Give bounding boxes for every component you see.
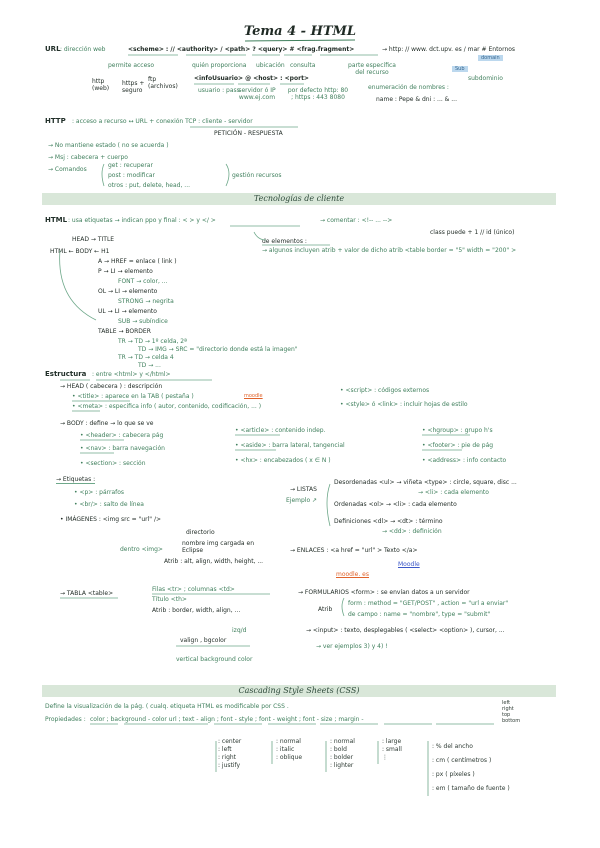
css-props-label: Propiedades : [45,716,86,723]
url-part-query: consulta [290,62,316,69]
tabla-titulo: Título <th> [152,596,187,603]
etq-br: • <br/> : salto de línea [74,501,144,508]
margin-em: : em ( tamaño de fuente ) [432,785,510,792]
tree-body: HTML ← BODY ← H1 [50,248,110,255]
align-right: : right [218,754,237,761]
body-address: • <address> : info contacto [422,457,507,464]
align-justify: : justify [218,762,241,769]
list-dl: Definiciones <dl> → <dt> : término [334,518,443,525]
url-part-provider: quién proporciona [192,62,247,69]
url-part-location: ubicación [256,62,285,69]
tabla-filas: Filas <tr> ; columnas <td> [152,586,235,593]
tabla-atrib: Atrib : border, width, align, ... [152,607,241,614]
head-style: • <style> ó <link> : incluir hojas de estilo [340,401,468,408]
head-title: • <title> : aparece en la TAB ( pestaña ) [72,393,194,400]
domain-box: domain [478,55,503,61]
form-atrib: Atrib [318,606,333,613]
body-header: • <header> : cabecera pág [80,432,164,439]
body-article: • <article> : contenido indep. [235,427,326,434]
margin-right: right [502,706,514,712]
margin-px: : px ( píxeles ) [432,771,475,778]
moodle-tag-1: moodle [244,393,263,399]
page-title: Tema 4 - HTML [243,24,357,39]
http-label: HTTP [45,117,66,125]
body-footer: • <footer> : pie de pág [422,442,494,449]
style-oblique: : oblique [276,754,303,761]
body-section: • <section> : sección [80,460,146,467]
img-dentro: dentro <img> [120,546,163,553]
size-small: : small [382,746,402,753]
size-more: ⋮ [382,754,388,761]
tree-tr1: TR → TD → 1º celda, 2ª [118,338,187,345]
html-attr-note: → algunos incluyen atrib + valor de dicho atrib <table border = "5" width = "200" > [262,247,517,254]
proto-https: https + seguro [122,80,145,94]
align-center: : center [218,738,242,745]
body-hgroup: • <hgroup> : grupo h's [422,427,493,434]
tree-td: TD → ... [138,362,161,369]
listas-label: → LISTAS [290,486,317,493]
proto-http: http (web) [92,78,110,92]
list-dd: → <dd> : definición [382,528,442,535]
html-label: HTML [45,216,68,224]
head-script: • <script> : códigos externos [340,387,430,394]
tree-a: A → HREF = enlace ( link ) [98,258,177,265]
cmd-note: gestión recursos [232,172,282,179]
weight-normal: : normal [330,738,355,745]
proto-ftp: ftp (archivos) [148,76,178,90]
authority-host: servidor ó IP www.ej.com [238,87,276,101]
head-meta: • <meta> : especifica info ( autor, contenido, codificación, ... ) [72,403,262,410]
body-hx: • <hx> : encabezados ( x ∈ N ) [235,457,331,464]
tabla-vertical: vertical background color [176,656,253,663]
margin-percent: : % del ancho [432,743,473,750]
body-nav: • <nav> : barra navegación [80,445,165,452]
weight-lighter: : lighter [330,762,354,769]
moodle-es-link[interactable]: moodle. es [336,571,369,578]
html-attr-head: de elementos : [262,238,307,245]
list-ol: Ordenadas <ol> → <li> : cada elemento [334,501,457,508]
img-name: nombre img cargada en Eclipse [182,540,254,554]
body-line: → BODY : define → lo que se ve [60,420,154,427]
html-class-note: class puede + 1 // id (único) [430,229,515,236]
tabla-izq: izq/d [232,627,247,634]
url-syntax: <scheme> : // <authority> / <path> ? <query> # <frag.fragment> [128,46,355,53]
authority-port: por defecto http: 80 ; https : 443 8080 [287,87,349,101]
list-ul-li: → <li> : cada elemento [418,489,489,496]
estructura-label: Estructura [45,370,87,378]
html-comment: → comentar : <!-- ... --> [320,217,393,224]
authority-detail: <infoUsuario> @ <host> : <port> [194,75,309,82]
tree-img: TD → IMG → SRC = "directorio donde está la imagen" [138,346,298,353]
form-ver: → ver ejemplos 3) y 4) ! [316,643,388,650]
section-band-client: Tecnologías de cliente [42,193,556,205]
margin-cm: : cm ( centímetros ) [432,757,492,764]
body-aside: • <aside> : barra lateral, tangencial [235,442,345,449]
tree-p: P → LI → elemento [98,268,153,275]
cmd-others: otros : put, delete, head, ... [108,182,191,189]
http-bullet-2: → Msj : cabecera + cuerpo [48,154,128,161]
url-example: → http: // www. dct.upv. es / mar # Entornos [382,46,516,53]
url-desc: : dirección web [60,46,106,53]
http-bullet-1: → No mantiene estado ( no se acuerda ) [48,142,169,149]
estructura-desc: : entre <html> y </html> [92,371,171,378]
align-left: : left [218,746,232,753]
size-large: : large [382,738,402,745]
style-normal: : normal [276,738,301,745]
url-label: URL [45,45,61,53]
tree-ul: UL → LI → elemento [98,308,157,315]
css-props: color ; background - color url ; text - align ; font - style ; font - weight ; font - size ; margin - [90,716,364,723]
css-define: Define la visualización de la pág. ( cualq. etiqueta HTML es modificable por CSS . [45,703,289,710]
tree-ol: OL → LI → elemento [98,288,158,295]
http-sub: PETICIÓN - RESPUESTA [214,130,283,137]
weight-bolder: : bolder [330,754,354,761]
tabla-label: → TABLA <table> [60,590,114,597]
tree-table: TABLE → BORDER [98,328,151,335]
tree-tr2: TR → TD → celda 4 [118,354,174,361]
listas-ejemplo: Ejemplo ↗ [286,497,318,504]
margin-top: top [502,712,511,718]
tabla-valign: valign , bgcolor [180,637,227,644]
http-bullet-3: → Comandos [48,166,87,173]
form-label: → FORMULARIOS <form> : se envían datos a un servidor [298,589,470,596]
cmd-get: get : recuperar [108,162,153,169]
tree-head: HEAD → TITLE [72,236,115,243]
authority-user: usuario : pass [198,87,240,94]
tree-strong: STRONG → negrita [118,298,174,305]
enlaces: → ENLACES : <a href = "url" > Texto </a> [290,547,418,554]
style-italic: : italic [276,746,295,753]
margin-left: left [502,700,511,706]
head-line: → HEAD ( cabecera ) : descripción [60,383,163,390]
enum-label: enumeración de nombres : [368,84,449,91]
url-part-access: permite acceso [108,62,155,69]
tree-font: FONT → color, ... [118,278,168,285]
html-desc: : usa etiquetas → indican ppo y final : < > y </ > [68,217,216,224]
etq-p: • <p> : párrafos [74,489,125,496]
weight-bold: : bold [330,746,347,753]
etiquetas-label: → Etiquetas : [56,476,96,483]
http-desc: : acceso a recurso ↔ URL + conexión TCP : cliente - servidor [72,118,253,125]
tree-sub: SUB → subíndice [118,318,168,325]
enum-example: name : Pepe & dni : ... & ... [376,96,457,103]
sub-box: Sub [452,66,468,72]
etq-images: • IMÁGENES : <img src = "url" /> [60,516,162,523]
list-ul: Desordenadas <ul> → viñeta <type> : circle, square, disc ... [334,479,517,486]
img-dir: directorio [186,529,215,536]
moodle-link[interactable]: Moodle [398,561,420,568]
form-method: form : method = "GET/POST" , action = "url a enviar" [348,600,509,607]
margin-bottom: bottom [502,718,521,724]
subdomain-note: subdominio [468,75,503,82]
section-band-css: Cascading Style Sheets (CSS) [42,685,556,697]
form-field: de campo : name = "nombre", type = "submit" [348,611,491,618]
url-part-fragment: parte específica del recurso [348,62,396,76]
img-atrib: Atrib : alt, align, width, height, ... [164,558,264,565]
cmd-post: post : modificar [108,172,156,179]
form-input: → <input> : texto, desplegables ( <select> <option> ), cursor, ... [306,627,505,634]
